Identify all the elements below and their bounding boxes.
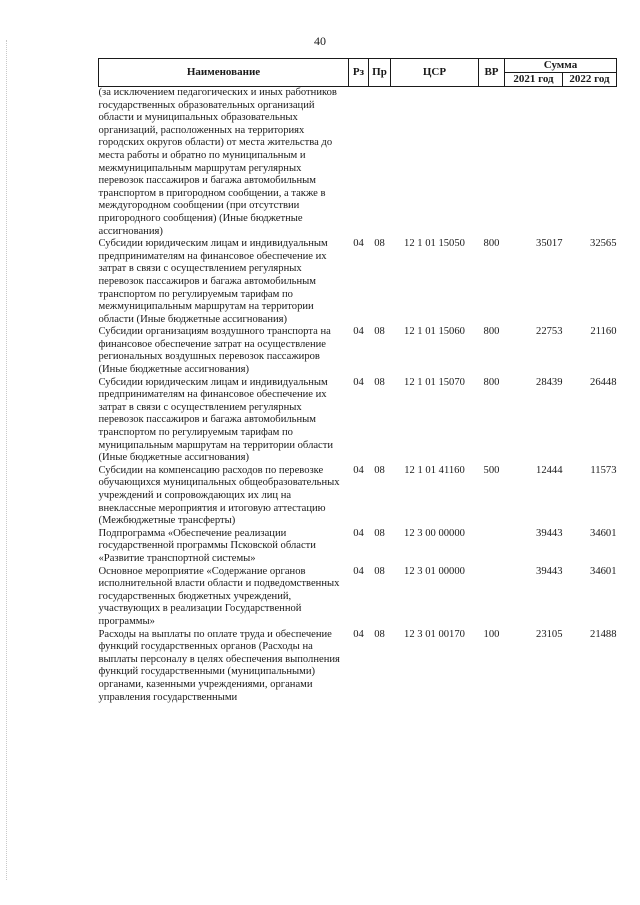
row-sum-2021: 23105 (536, 628, 563, 640)
row-name: Субсидии организациям воздушного транспорта на финансовое обеспечение затрат на осуществление региональных воздушных перевозок пассажиров (Иные бюджетные ассигнования) (98, 326, 331, 376)
table-header (99, 59, 617, 87)
header-rz: Рз (349, 59, 369, 87)
row-pr: 08 (374, 628, 385, 640)
header-sum: Сумма (505, 59, 617, 73)
row-vr (479, 566, 505, 629)
row-rz: 04 (353, 565, 364, 577)
row-name: Расходы на выплаты по оплате труда и обеспечение функций государственных органов (Расходы на выплаты персоналу в целях обеспечения выполнения функций государственными (муниципальными) органами, казенными учреждениями, органами управления государственными (98, 628, 340, 703)
row-csr (391, 87, 479, 239)
row-rz: 04 (353, 464, 364, 476)
table-row (99, 238, 617, 326)
row-sum-2021: 35017 (536, 238, 563, 250)
row-csr: 12 3 00 00000 (404, 527, 465, 539)
row-sum-2021: 39443 (536, 565, 563, 577)
row-csr: 12 1 01 15050 (404, 238, 465, 250)
header-vr: ВР (479, 59, 505, 87)
table-row (99, 87, 617, 239)
row-sum-2021: 12444 (536, 464, 563, 476)
row-pr: 08 (374, 376, 385, 388)
row-sum-2022 (563, 87, 617, 239)
row-name: Субсидии юридическим лицам и индивидуальным предпринимателям на финансовое обеспечение их затрат в связи с осуществлением регулярных перевозок пассажиров и багажа автомобильным транспортом по регулируемым тарифам по межмуниципальным маршрутам на территории области (Иные бюджетные ассигнования) (98, 238, 328, 325)
table-row (99, 528, 617, 566)
row-sum-2022: 11573 (590, 464, 617, 476)
row-vr: 100 (483, 628, 500, 640)
row-rz: 04 (353, 238, 364, 250)
row-sum-2022: 34601 (590, 527, 617, 539)
row-csr: 12 1 01 41160 (404, 464, 465, 476)
row-rz: 04 (353, 376, 364, 388)
budget-table (98, 58, 617, 704)
row-pr: 08 (374, 326, 385, 338)
row-sum-2021: 39443 (536, 527, 563, 539)
row-sum-2021: 22753 (536, 326, 563, 338)
header-pr: Пр (369, 59, 391, 87)
row-rz: 04 (353, 326, 364, 338)
row-sum-2022: 26448 (590, 376, 617, 388)
table-row (99, 377, 617, 465)
row-name: Подпрограмма «Обеспечение реализации государственной программы Псковской области «Развитие транспортной системы» (98, 527, 316, 564)
row-pr (369, 87, 391, 239)
row-vr (479, 528, 505, 566)
row-pr: 08 (374, 527, 385, 539)
table-row (99, 465, 617, 528)
row-sum-2022: 34601 (590, 565, 617, 577)
row-name: Основное мероприятие «Содержание органов исполнительной власти области и подведомственных государственных бюджетных учреждений, участвующих в реализации Государственной программы» (98, 565, 340, 627)
table-row (99, 629, 617, 705)
row-name: Субсидии на компенсацию расходов по перевозке обучающихся муниципальных общеобразовательных учреждений и сопровождающих их лиц на внеклассные мероприятия и итоговую аттестацию (Межбюджетные трансферты) (98, 464, 340, 527)
header-year-2022: 2022 год (563, 73, 617, 87)
row-sum-2021 (505, 87, 563, 239)
row-vr: 500 (483, 464, 500, 476)
row-vr: 800 (483, 326, 500, 338)
row-sum-2022: 21160 (590, 326, 617, 338)
page-number: 40 (314, 34, 326, 48)
row-name: (за исключением педагогических и иных работников государственных образовательных организаций области и муниципальных образовательных организаций, расположенных на территориях городских округов области) от места жительства до места работы и обратно по муниципальным и межмуниципальным маршрутам регулярных перевозок пассажиров и багажа автомобильным транспортом в пригородном сообщении, а также в междугородном сообщении (при отсутствии пригородного сообщения) (Иные бюджетные ассигнования) (98, 87, 337, 237)
row-csr: 12 3 01 00000 (404, 565, 465, 577)
scan-margin (6, 40, 11, 880)
header-name: Наименование (99, 59, 349, 87)
row-vr (479, 87, 505, 239)
row-pr: 08 (374, 464, 385, 476)
row-pr: 08 (374, 565, 385, 577)
table-row (99, 566, 617, 629)
row-pr: 08 (374, 238, 385, 250)
row-name: Субсидии юридическим лицам и индивидуальным предпринимателям на финансовое обеспечение их затрат в связи с осуществлением регулярных перевозок пассажиров и багажа автомобильным транспортом по регулируемым тарифам по муниципальным маршрутам на территории области (Иные бюджетные ассигнования) (98, 376, 334, 464)
row-csr: 12 1 01 15070 (404, 376, 465, 388)
row-rz: 04 (353, 527, 364, 539)
table-row (99, 326, 617, 376)
row-sum-2022: 32565 (590, 238, 617, 250)
row-vr: 800 (483, 238, 500, 250)
row-rz (349, 87, 369, 239)
row-csr: 12 1 01 15060 (404, 326, 465, 338)
row-csr: 12 3 01 00170 (404, 628, 465, 640)
header-year-2021: 2021 год (505, 73, 563, 87)
header-csr: ЦСР (391, 59, 479, 87)
row-sum-2022: 21488 (590, 628, 617, 640)
row-vr: 800 (483, 376, 500, 388)
row-rz: 04 (353, 628, 364, 640)
row-sum-2021: 28439 (536, 376, 563, 388)
